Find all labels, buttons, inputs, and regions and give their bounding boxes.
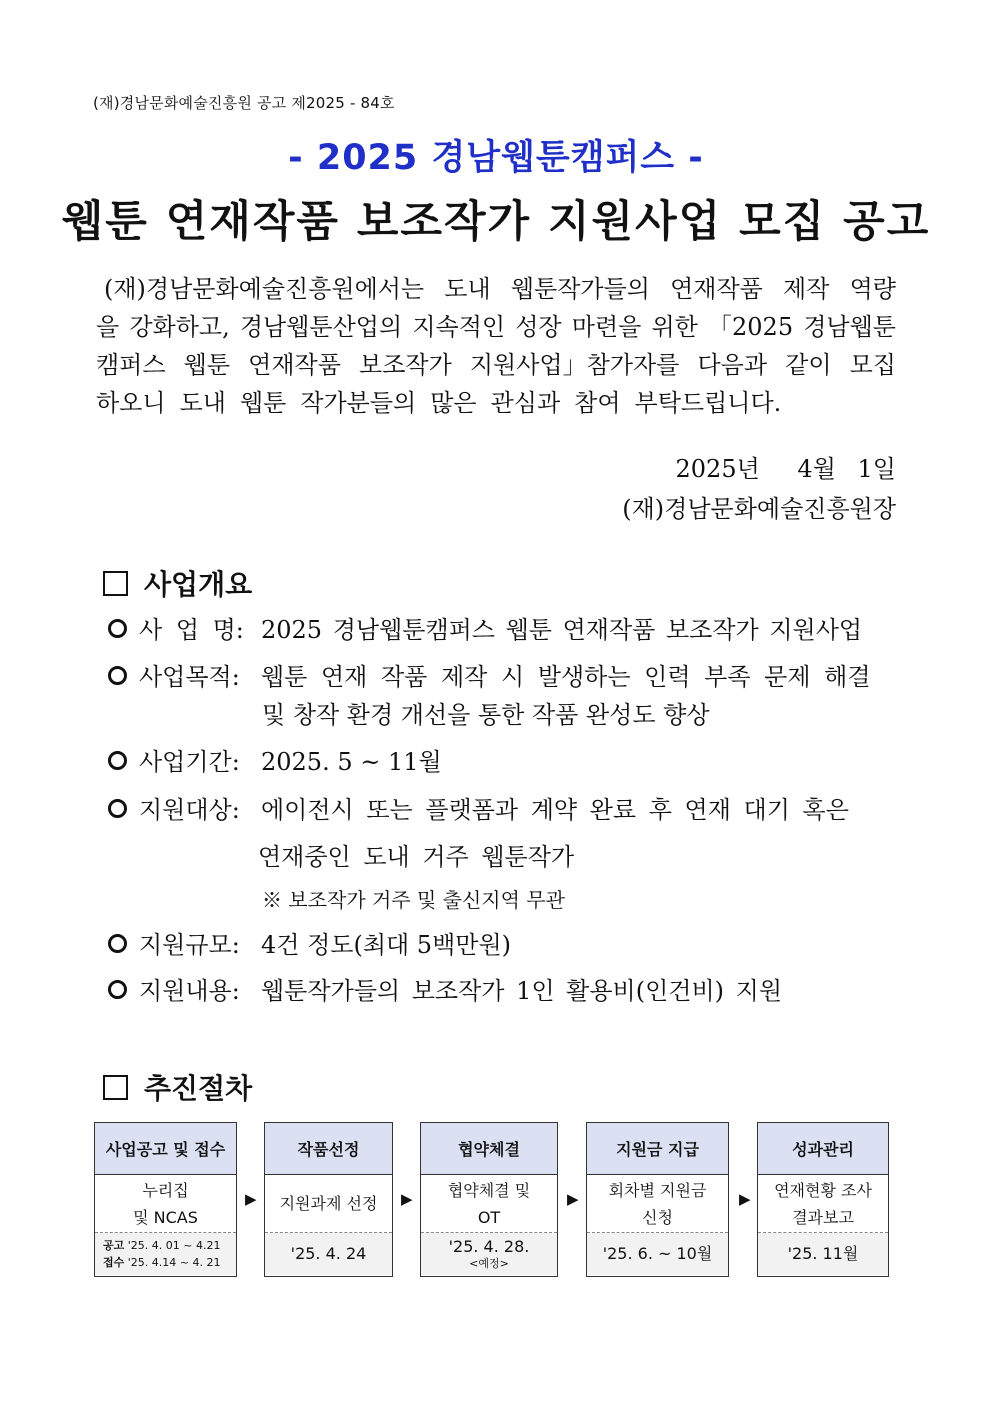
- procedure-step-selection: [264, 1122, 393, 1277]
- intro-line: [96, 384, 896, 422]
- circle-bullet-icon: [108, 934, 127, 953]
- intro-word: 제작: [783, 275, 830, 303]
- date-range: '25. 4.14 ~ 4. 21: [127, 1256, 221, 1269]
- circle-bullet-icon: [108, 980, 127, 999]
- intro-word: 웹툰작가들의: [510, 275, 650, 303]
- intro-word: 도내: [444, 275, 491, 303]
- intro-word: 같이: [785, 351, 832, 379]
- procedure-step-performance: [757, 1122, 889, 1277]
- date-tag: 공고: [103, 1239, 125, 1252]
- overview-item-period: [108, 745, 442, 779]
- procedure-step-announce: [94, 1122, 237, 1277]
- subtitle: - 2025 경남웹툰캠퍼스 -: [288, 138, 704, 178]
- intro-word: 연재작품: [248, 351, 341, 379]
- step-body: [421, 1175, 557, 1233]
- date-range: '25. 4. 01 ~ 4.21: [127, 1239, 221, 1252]
- intro-word: 위한: [651, 313, 698, 341]
- intro-line: [96, 346, 896, 384]
- intro-word: 강화하고,: [129, 313, 230, 341]
- intro-line: [96, 270, 896, 308]
- date-tag: 접수: [103, 1256, 125, 1269]
- section-heading-text: 사업개요: [144, 568, 253, 601]
- item-note: ※ 보조작가 거주 및 출신지역 무관: [262, 888, 565, 912]
- intro-word: 하오니: [96, 389, 166, 417]
- intro-word: 작가분들의: [300, 389, 417, 417]
- intro-word: 경남웹툰산업의: [239, 313, 403, 341]
- step-title: 사업공고 및 접수: [95, 1123, 236, 1175]
- announcement-date: [662, 450, 896, 488]
- intro-word: 경남웹툰: [803, 313, 896, 341]
- step-date-row: [95, 1254, 220, 1271]
- intro-word: 다음과: [697, 351, 768, 379]
- date-day: 1일: [857, 455, 896, 483]
- intro-word: 보조작가: [359, 351, 452, 379]
- item-label: 지원내용:: [139, 977, 240, 1005]
- arrow-right-icon: ▶: [739, 1190, 751, 1208]
- step-title: 협약체결: [421, 1123, 557, 1175]
- step-date: [421, 1233, 557, 1275]
- arrow-right-icon: ▶: [401, 1190, 413, 1208]
- intro-word: 연재작품: [670, 275, 763, 303]
- step-date: [758, 1233, 888, 1275]
- intro-word: 도내: [179, 389, 226, 417]
- step-date-text: '25. 4. 28.: [448, 1237, 530, 1256]
- item-label: 사업목적:: [139, 663, 240, 691]
- step-title: 작품선정: [265, 1123, 392, 1175]
- item-value: 에이전시 또는 플랫폼과 계약 완료 후 연재 대기 혹은: [261, 796, 849, 824]
- item-value: 4건 정도(최대 5백만원): [261, 931, 511, 959]
- step-body-line: OT: [477, 1207, 501, 1227]
- step-body-line: 협약체결 및: [447, 1180, 531, 1200]
- notice-number: (재)경남문화예술진흥원 공고 제2025 - 84호: [93, 94, 395, 112]
- step-title: 지원금 지급: [587, 1123, 728, 1175]
- procedure-step-payment: [586, 1122, 729, 1277]
- item-label: 사 업 명:: [139, 616, 244, 644]
- page-title: 웹툰 연재작품 보조작가 지원사업 모집 공고: [61, 197, 931, 247]
- item-value-continued: 연재중인 도내 거주 웹툰작가: [258, 843, 575, 871]
- step-body-line: 연재현황 조사: [774, 1180, 872, 1200]
- intro-word: 마련을: [571, 313, 642, 341]
- intro-word: 성장: [515, 313, 562, 341]
- step-body: [587, 1175, 728, 1233]
- intro-word: 「2025: [708, 313, 794, 341]
- step-title: 성과관리: [758, 1123, 888, 1175]
- step-body-line: 누리집: [142, 1180, 189, 1200]
- intro-line: [96, 308, 896, 346]
- intro-word: 을: [96, 313, 120, 341]
- item-label: 사업기간:: [139, 748, 240, 776]
- step-body: [265, 1175, 392, 1233]
- step-date: [587, 1233, 728, 1275]
- step-date-text: '25. 11월: [787, 1244, 859, 1263]
- intro-paragraph: [96, 270, 896, 422]
- step-date: [95, 1233, 236, 1275]
- step-body: [95, 1175, 236, 1233]
- circle-bullet-icon: [108, 619, 127, 638]
- intro-word: (재)경남문화예술진흥원에서는: [104, 275, 425, 303]
- item-value: 2025. 5 ~ 11월: [261, 748, 442, 776]
- intro-word: 많은: [430, 389, 477, 417]
- intro-word: 웹툰: [183, 351, 231, 379]
- checkbox-square-icon: [103, 571, 128, 596]
- step-body: [758, 1175, 888, 1233]
- step-body-line: 및 NCAS: [133, 1207, 198, 1227]
- intro-word: 관심과: [490, 389, 561, 417]
- step-date-text: '25. 6. ~ 10월: [602, 1244, 713, 1263]
- step-date-row: [95, 1237, 220, 1254]
- item-label: 지원규모:: [139, 931, 240, 959]
- item-value: 2025 경남웹툰캠퍼스 웹툰 연재작품 보조작가 지원사업: [261, 616, 863, 644]
- circle-bullet-icon: [108, 666, 127, 685]
- section-heading-text: 추진절차: [144, 1072, 253, 1105]
- item-label: 지원대상:: [139, 796, 240, 824]
- item-value: 웹툰작가들의 보조작가 1인 활용비(인건비) 지원: [261, 977, 783, 1005]
- overview-item-target: [108, 793, 849, 827]
- item-value-continued: 및 창작 환경 개선을 통한 작품 완성도 향상: [262, 701, 710, 729]
- arrow-right-icon: ▶: [567, 1190, 579, 1208]
- intro-word: 모집: [849, 351, 896, 379]
- step-body-line: 지원과제 선정: [279, 1194, 378, 1213]
- intro-word: 캠퍼스: [96, 351, 166, 379]
- intro-word: 부탁드립니다.: [634, 389, 782, 417]
- overview-item-purpose: [108, 660, 871, 694]
- step-date: [265, 1233, 392, 1275]
- step-date-text: '25. 4. 24: [290, 1244, 367, 1263]
- section-heading-procedure: [103, 1067, 252, 1107]
- checkbox-square-icon: [103, 1075, 128, 1100]
- step-date-note: <예정>: [469, 1257, 509, 1270]
- circle-bullet-icon: [108, 799, 127, 818]
- overview-item-content: [108, 974, 782, 1008]
- step-body-line: 신청: [642, 1207, 673, 1227]
- date-year: 2025년: [675, 455, 760, 483]
- step-body-line: 결과보고: [792, 1207, 854, 1227]
- intro-word: 역량: [849, 275, 896, 303]
- arrow-right-icon: ▶: [245, 1190, 257, 1208]
- intro-word: 지원사업」참가자를: [469, 351, 680, 379]
- circle-bullet-icon: [108, 751, 127, 770]
- issuer-name: (재)경남문화예술진흥원장: [622, 495, 896, 523]
- overview-item-name: [108, 613, 862, 647]
- step-body-line: 회차별 지원금: [608, 1180, 707, 1200]
- date-month: 4월: [797, 455, 836, 483]
- intro-word: 참여: [574, 389, 621, 417]
- intro-word: 지속적인: [412, 313, 506, 341]
- procedure-step-agreement: [420, 1122, 558, 1277]
- intro-word: 웹툰: [239, 389, 287, 417]
- section-heading-overview: [103, 563, 252, 603]
- overview-item-scale: [108, 928, 511, 962]
- item-value: 웹툰 연재 작품 제작 시 발생하는 인력 부족 문제 해결: [261, 663, 871, 691]
